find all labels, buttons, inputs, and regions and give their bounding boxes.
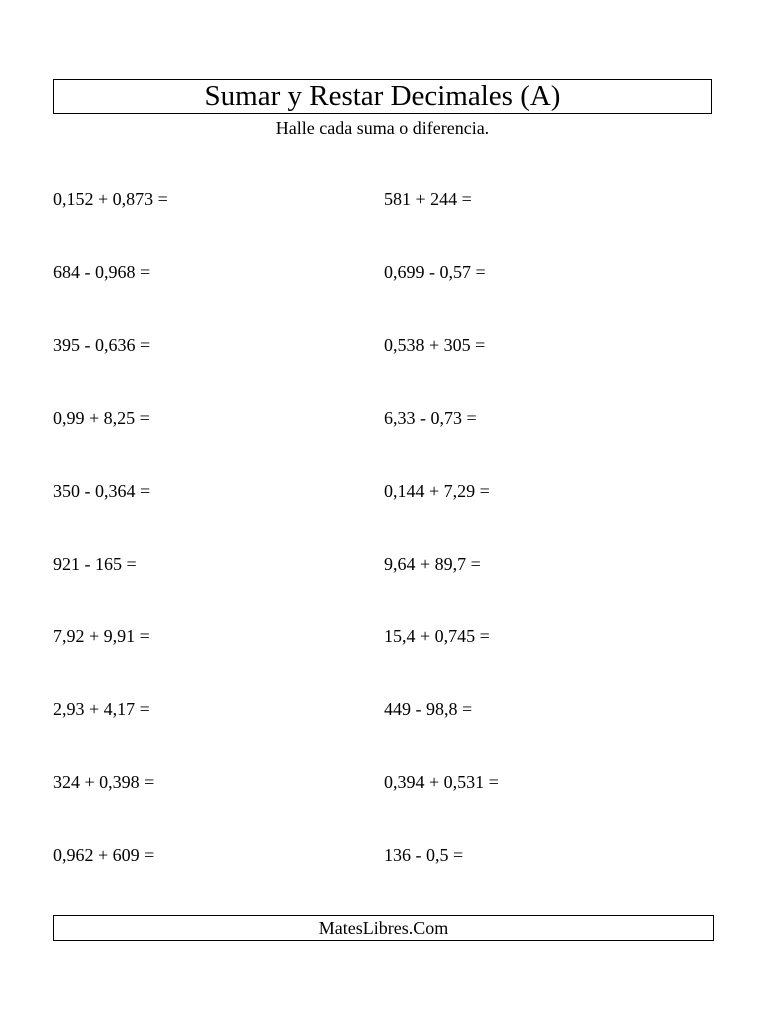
problem: 136 - 0,5 = xyxy=(384,845,464,865)
worksheet-title: Sumar y Restar Decimales (A) xyxy=(204,80,561,112)
problem: 2,93 + 4,17 = xyxy=(53,699,150,719)
problem: 449 - 98,8 = xyxy=(384,699,473,719)
problem: 324 + 0,398 = xyxy=(53,772,155,792)
problem: 6,33 - 0,73 = xyxy=(384,408,477,428)
problem: 9,64 + 89,7 = xyxy=(384,554,481,574)
footer-box xyxy=(53,915,714,941)
problem: 0,144 + 7,29 = xyxy=(384,481,490,501)
problem: 684 - 0,968 = xyxy=(53,262,151,282)
problem: 0,538 + 305 = xyxy=(384,335,486,355)
problem: 7,92 + 9,91 = xyxy=(53,626,150,646)
problem: 0,99 + 8,25 = xyxy=(53,408,150,428)
instructions: Halle cada suma o diferencia. xyxy=(275,118,490,138)
problem: 0,962 + 609 = xyxy=(53,845,155,865)
title-box xyxy=(53,79,712,114)
problem: 15,4 + 0,745 = xyxy=(384,626,490,646)
problem: 0,152 + 0,873 = xyxy=(53,189,168,209)
problem: 581 + 244 = xyxy=(384,189,472,209)
footer-site-name: MatesLibres.Com xyxy=(318,918,449,938)
problem: 395 - 0,636 = xyxy=(53,335,151,355)
problem: 921 - 165 = xyxy=(53,554,137,574)
problem: 350 - 0,364 = xyxy=(53,481,151,501)
problem: 0,394 + 0,531 = xyxy=(384,772,499,792)
problem: 0,699 - 0,57 = xyxy=(384,262,486,282)
